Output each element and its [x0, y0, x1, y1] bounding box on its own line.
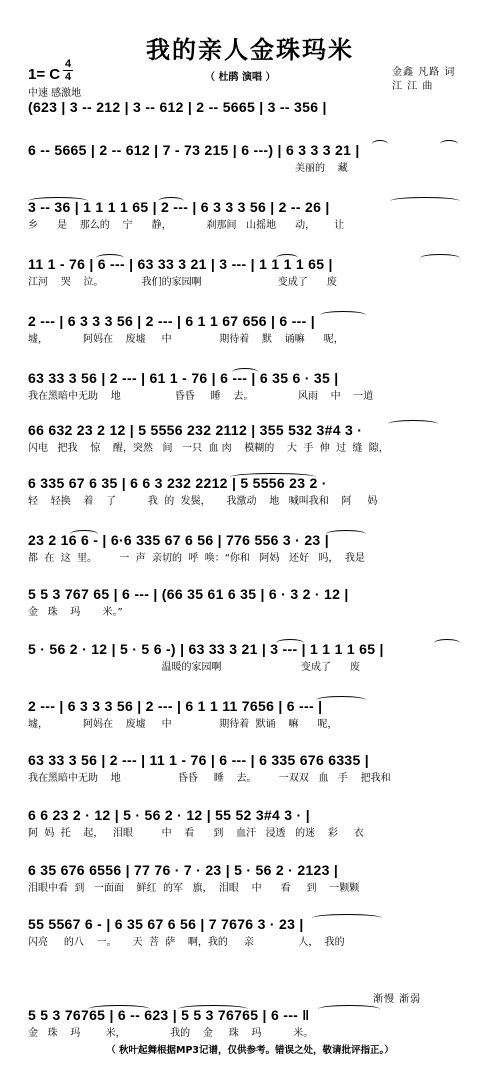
notation-line: 5 · 56 2 · 12 | 5 · 5 6 -) | 63 33 3 21 | 3 --- | 1 1 1 1 65 | [28, 641, 384, 657]
notation-line: 55 5567 6 - | 6 35 67 6 56 | 7 7676 3 · 23 | [28, 916, 304, 932]
notation-line: 23 2 16 6 - | 6·6 335 67 6 56 | 776 556 3 · 23 | [28, 532, 329, 548]
score-row-5 [28, 312, 482, 347]
expression-marking: 渐慢 渐弱 [373, 994, 422, 1005]
notation-line: 63 33 3 56 | 2 --- | 61 1 - 76 | 6 --- | 6 35 6 · 35 | [28, 370, 339, 386]
footer-note: （ 秋叶起舞根据MP3记谱，仅供参考。错误之处，敬请批评指正。） [106, 1045, 394, 1056]
score-row-10 [28, 585, 482, 620]
score-row-1 [28, 98, 482, 119]
lyric-line: 闪电 把我 惊 醒，突然 间 一只 血 肉 模糊的 大 手 伸 过 缝 隙， [28, 443, 389, 454]
slur-mark [96, 254, 124, 262]
tie-mark [390, 197, 460, 205]
slur-mark [318, 1005, 380, 1013]
lyric-line: 都 在 这 里。 一 声 亲切的 呼 唤：“你和 阿妈 还好 吗， 我是 [28, 553, 365, 564]
score-row-14 [28, 806, 482, 841]
lyric-line: 墟， 阿妈在 废墟 中 期待着 默诵 嘛 呢， [28, 719, 338, 730]
notation-line: 11 1 - 76 | 6 --- | 63 33 3 21 | 3 --- | 1 1 1 1 65 | [28, 256, 333, 272]
slur-mark [388, 420, 438, 428]
lyric-line: 我在黑暗中无助 地 昏昏 睡 去。 风雨 中 一道 [28, 391, 374, 402]
slur-mark [230, 473, 316, 481]
notation-line: 2 --- | 6 3 3 3 56 | 2 --- | 6 1 1 11 7656 | 6 --- | [28, 698, 323, 714]
notation-line: 66 632 23 2 12 | 5 5556 232 2112 | 355 532 3#4 3 · [28, 422, 363, 438]
notation-line: 5 5 3 76765 | 6 -- 623 | 5 5 3 76765 | 6 --- ‖ [28, 1007, 310, 1023]
notation-line: 3 -- 36 | 1 1 1 1 65 | 2 --- | 6 3 3 3 56 | 2 -- 26 | [28, 199, 330, 215]
meter-top: 4 [64, 58, 72, 70]
singer-credit: （ 杜鹃 演唱 ） [205, 72, 276, 83]
score-row-15 [28, 861, 482, 896]
lyric-line: 金 珠 玛 米， 我的 金 珠 玛 米。 [28, 1028, 314, 1039]
slur-mark [312, 914, 382, 922]
notation-line: (623 | 3 -- 212 | 3 -- 612 | 2 -- 5665 | 3 -- 356 | [28, 99, 327, 115]
notation-line: 6 6 23 2 · 12 | 5 · 56 2 · 12 | 55 52 3#4 3 · | [28, 807, 310, 823]
slur-mark [232, 368, 258, 376]
lyric-line: 江河 哭 泣。 我们的家园啊 变成了 废 [28, 277, 337, 288]
slur-mark [276, 254, 298, 262]
notation-line: 6 335 67 6 35 | 6 6 3 232 2212 | 5 5556 23 2 · [28, 475, 327, 491]
lyric-line: 我在黑暗中无助 地 昏昏 睡 去。 一双双 血 手 把我和 [28, 773, 391, 784]
tie-mark [178, 1005, 248, 1013]
slur-mark [420, 254, 460, 262]
lyric-line: 轻 轻换 着 了 我 的 发鬓， 我激动 地 喊叫我和 阿 妈 [28, 496, 378, 507]
slur-mark [276, 639, 304, 647]
composer-credit: 江 江 曲 [392, 81, 434, 92]
slur-mark [70, 530, 98, 538]
song-title: 我的亲人金珠玛米 [146, 36, 354, 64]
time-signature [62, 58, 74, 83]
notation-line: 6 35 676 6556 | 77 76 · 7 · 23 | 5 · 56 2 · 2123 | [28, 862, 339, 878]
slur-mark [372, 140, 388, 148]
notation-line: 2 --- | 6 3 3 3 56 | 2 --- | 6 1 1 67 656 | 6 --- | [28, 313, 316, 329]
lyric-line: 美丽的 藏 [28, 163, 348, 174]
score-row-2 [28, 141, 482, 176]
lyric-line: 闪亮 的八 一。 天 菩 萨 啊，我的 亲 人， 我的 [28, 937, 345, 948]
score-row-16 [28, 915, 482, 950]
notation-line: 63 33 3 56 | 2 --- | 11 1 - 76 | 6 --- | 6 335 676 6335 | [28, 752, 369, 768]
score-row-11 [28, 640, 482, 675]
slur-mark [326, 530, 366, 538]
tempo-marking: 中速 感激地 [28, 88, 82, 99]
slur-mark [316, 696, 366, 704]
slur-mark [440, 140, 458, 148]
lyric-line: 乡 是 那么的 宁 静， 刹那间 山摇地 动， 让 [28, 220, 345, 231]
tie-mark [28, 197, 88, 205]
score-row-13 [28, 751, 482, 786]
meter-bottom: 4 [64, 71, 72, 83]
key-signature: 1= C [28, 66, 61, 83]
slur-mark [434, 639, 460, 647]
lyric-line: 墟， 阿妈在 废墟 中 期待着 默 诵嘛 呢， [28, 334, 344, 345]
lyric-line: 泪眼中看 到 一面面 鲜红 的军 旗， 泪眼 中 看 到 一颗颗 [28, 883, 360, 894]
lyricist-credit: 金鑫 凡路 词 [392, 67, 456, 78]
lyric-line: 温暖的家园啊 变成了 废 [28, 662, 361, 673]
lyric-line: 金 珠 玛 米。” [28, 607, 123, 618]
notation-line: 6 -- 5665 | 2 -- 612 | 7 - 73 215 | 6 ---) | 6 3 3 3 21 | [28, 142, 360, 158]
lyric-line: 阿 妈 托 起， 泪眼 中 看 到 血汗 浸透 的迷 彩 衣 [28, 828, 364, 839]
slur-mark [158, 197, 184, 205]
slur-mark [88, 1005, 150, 1013]
score-row-12 [28, 697, 482, 732]
slur-mark [320, 311, 366, 319]
notation-line: 5 5 3 767 65 | 6 --- | (66 35 61 6 35 | 6 · 3 2 · 12 | [28, 586, 349, 602]
